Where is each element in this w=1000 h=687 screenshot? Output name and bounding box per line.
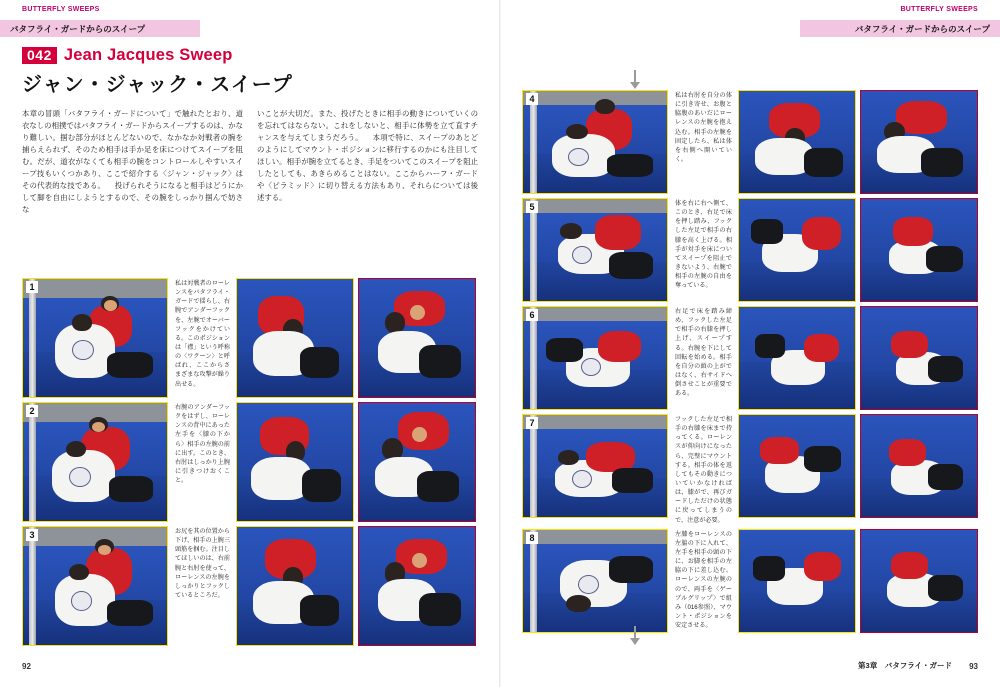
step-number: 4 xyxy=(526,93,538,105)
step-detail-photo-a xyxy=(738,198,856,302)
step-detail-photo-b xyxy=(358,526,476,646)
step-caption: 私は対戦者のローレンスをバタフライ・ガードで揺らし、右腕でアンダーフックを、左腕でオーバーフックをかけている。このポジションは「襟」という呼称の〈ワクーン〉と呼ばれ、ここからさまざまな攻撃が繰り出せる。 xyxy=(175,280,230,388)
step-row xyxy=(522,414,978,525)
step-row xyxy=(22,526,478,646)
step-row xyxy=(22,402,478,522)
step-main-photo xyxy=(22,526,168,646)
step-detail-photo-a xyxy=(236,278,354,398)
step-caption: 左膝をローレンスの左脇の下に入れて、左手を相手の頭の下に、お脚を相手の左脇の下に差し込む。ローレンスの左腕のので、両手を〈ゲーブルグリップ〉で組み（016参照）、マウント・ポジションを安定させる。 xyxy=(675,530,732,630)
step-main-photo xyxy=(522,414,668,518)
step-detail-photo-a xyxy=(738,90,856,194)
step-number: 1 xyxy=(26,281,38,293)
flow-arrow-top xyxy=(630,70,640,89)
step-detail-photo-b xyxy=(358,278,476,398)
folio-right: 93 xyxy=(969,662,978,671)
page-right xyxy=(500,0,1000,687)
step-number: 8 xyxy=(526,532,538,544)
folio-chapter: 第3章 バタフライ・ガード xyxy=(858,661,952,670)
step-row xyxy=(522,90,978,194)
step-main-photo xyxy=(522,306,668,410)
step-main-photo xyxy=(22,278,168,398)
running-head-right: BUTTERFLY SWEEPS xyxy=(900,5,978,13)
step-number: 2 xyxy=(26,405,38,417)
technique-number: 042 xyxy=(22,47,57,65)
step-row xyxy=(522,306,978,410)
step-caption: お尻を其の位置から下げ、相手の上腕三頭筋を掴む。注目してほしいのは、右前腕と右肘を使って、ローレンスの左腕をしっかりとフックしているところだ。 xyxy=(175,528,230,599)
step-detail-photo-a xyxy=(738,306,856,410)
step-caption: フックした左足で相手の右膝を床まで持ってくる。ローレンスが仰向けになったら、完璧にマウントする。相手の体を返してもその動きについていかなければは、膝がで、再びガードしただけの状態に戻ってしまうので、注意が必要。 xyxy=(675,416,732,524)
step-detail-photo-b xyxy=(860,529,978,633)
step-caption: 私は右肘を自分の体に引き寄せ、お腹と脇腹のあいだにローレンスの左腕を抱え込む。相手の左腕を固定したら、私は体を右側へ開いていく。 xyxy=(675,92,732,163)
step-detail-photo-a xyxy=(236,402,354,522)
step-row xyxy=(522,198,978,302)
step-detail-photo-a xyxy=(738,414,856,518)
step-number: 6 xyxy=(526,309,538,321)
step-detail-photo-b xyxy=(860,414,978,518)
step-row xyxy=(22,278,478,398)
page-gutter xyxy=(499,0,501,687)
step-caption: 体を右に右へ側て、このとき、右足で床を押し踏み、フックした左足で相手の右膝を高く上げる。相手が対手を床についてスイープを阻止できないよう、右腕で相手の左腕の自由を奪っている。 xyxy=(675,200,732,290)
step-number: 3 xyxy=(26,529,38,541)
step-main-photo xyxy=(22,402,168,522)
step-detail-photo-b xyxy=(358,402,476,522)
step-detail-photo-b xyxy=(860,90,978,194)
step-number: 5 xyxy=(526,201,538,213)
step-main-photo xyxy=(522,529,668,633)
step-detail-photo-a xyxy=(738,529,856,633)
intro-column-2: いことが大切だ。また、投げたときに相手の動きについていくのを忘れてはならない。これをしないと、相手に体勢を立て直すチャンスを与えてしまうだろう。 本項で特に、スイープのあとどのようにしてマウント・ポジションに移行するのかにも注目してほしい。相手が腕を立てるとき、手足をついてこのスイープを阻止したとしても、あきらめることはない。ここからハーフ・ガードや〈ピラミッド〉に切り替える方法もあり、それらについては後述する。 xyxy=(257,109,478,202)
step-detail-photo-b xyxy=(860,198,978,302)
step-detail-photo-b xyxy=(860,306,978,410)
step-caption: 右腕のアンダーフックをはずし、ローレンスの背中にあった左手を〈膝の下から〉相手の左腕の前に出す。このとき、右肘はしっかり上腕に引きつけおくこと。 xyxy=(175,404,230,485)
step-grid-left xyxy=(22,278,478,650)
step-number: 7 xyxy=(526,417,538,429)
technique-title-jp: ジャン・ジャック・スイープ xyxy=(22,74,293,96)
intro-column-1: 本章の冒頭「バタフライ・ガードについて」で触れたとおり、道衣なしの相撲ではバタフライ・ガードからスイープするのは、かなり難しい。掴む部分がほとんどないので、なかなか対戦者の腕を捕らえられず、そのため相手は手か足を床につけてスイープを阻む。だが、道衣がなくても相手の腕をコントロールしやすいスイープ技もいくつかあり、ここで紹介する〈ジャン・ジャック〉はその代表的な技である。 投げられそうになると相手はどうにかして脚を自由にしようとするので、その腕をしっかり掴んで妨さな xyxy=(22,109,243,214)
chapter-tab-right: バタフライ・ガードからのスイープ xyxy=(800,20,1000,37)
step-caption: 右足で床を踏み締め、フックした左足で相手の右膝を押し上げ、スイープする。右腕を下にして回転を始める。相手を自分の頭の上がではなく、右サイドへ倒させことが重要である。 xyxy=(675,308,732,398)
step-main-photo xyxy=(522,198,668,302)
step-main-photo xyxy=(522,90,668,194)
flow-arrow-bottom xyxy=(630,626,640,645)
technique-title-block xyxy=(22,46,293,97)
step-grid-right xyxy=(522,90,978,637)
folio-left: 92 xyxy=(22,662,31,671)
technique-title-en: Jean Jacques Sweep xyxy=(63,46,233,64)
step-row xyxy=(522,529,978,633)
chapter-tab-left: バタフライ・ガードからのスイープ xyxy=(0,20,200,37)
running-head-left: BUTTERFLY SWEEPS xyxy=(22,5,100,13)
intro-text xyxy=(22,108,478,216)
step-detail-photo-a xyxy=(236,526,354,646)
